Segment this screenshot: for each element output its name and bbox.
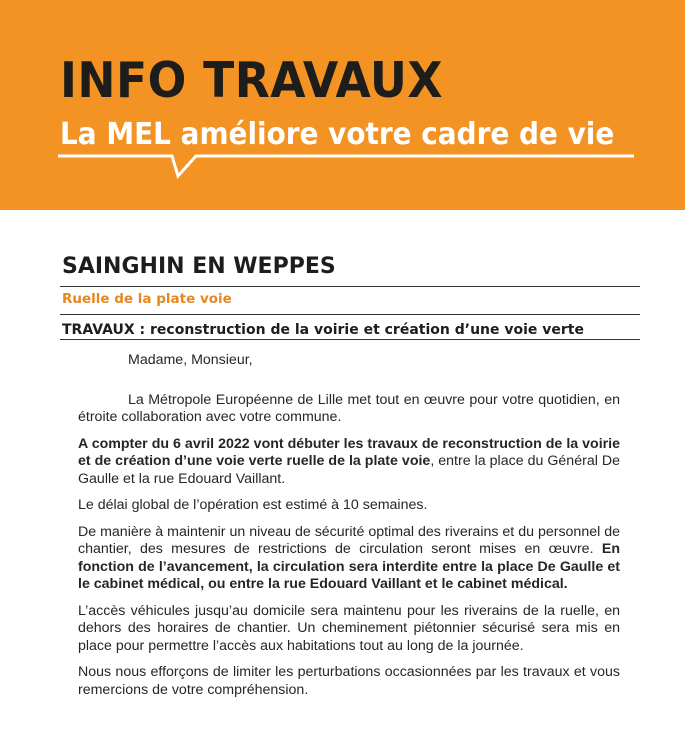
- divider: [60, 286, 640, 287]
- street-name: Ruelle de la plate voie: [62, 291, 232, 307]
- paragraph-start-date: [78, 436, 620, 489]
- divider: [60, 314, 640, 315]
- restrictions-bold: En fonction de l’avancement, la circulation sera interdite entre la place De Gaulle et le cabinet médical, ou entre la rue Edouard Vaillant et le cabinet médical.: [78, 541, 620, 592]
- letter-body: [78, 352, 620, 708]
- paragraph-closing: Nous nous efforçons de limiter les perturbations occasionnées par les travaux et vous remercions de votre compréhension.: [78, 664, 620, 698]
- greeting: Madame, Monsieur,: [128, 352, 253, 368]
- start-date-rest: , entre la place du Général De Gaulle et la rue Edouard Vaillant.: [78, 453, 621, 487]
- city-heading: SAINGHIN EN WEPPES: [62, 254, 336, 279]
- paragraph-intro: La Métropole Européenne de Lille met tout en œuvre pour votre quotidien, en étroite collaboration avec votre commune.: [78, 391, 620, 425]
- restrictions-text: De manière à maintenir un niveau de sécurité optimal des riverains et du personnel de chantier, des mesures de restrictions de circulation seront mises en œuvre.: [78, 523, 620, 557]
- paragraph-access: L’accès véhicules jusqu’au domicile sera maintenu pour les riverains de la ruelle, en dehors des horaires de chantier. Un cheminement piétonnier sécurisé sera mis en place pour permettre l’accès aux habitations tout au long de la journée.: [78, 602, 620, 654]
- divider: [60, 339, 640, 340]
- banner-subtitle: La MEL améliore votre cadre de vie: [60, 117, 615, 152]
- paragraph-restrictions: [78, 524, 620, 594]
- paragraph-duration: Le délai global de l’opération est estimé à 10 semaines.: [78, 497, 428, 513]
- banner-title: INFO TRAVAUX: [60, 52, 443, 109]
- works-description: TRAVAUX : reconstruction de la voirie et création d’une voie verte: [62, 322, 584, 338]
- start-date-bold: A compter du 6 avril 2022 vont débuter les travaux de reconstruction de la voirie et de création d’une voie verte ruelle de la plate voie: [78, 435, 620, 469]
